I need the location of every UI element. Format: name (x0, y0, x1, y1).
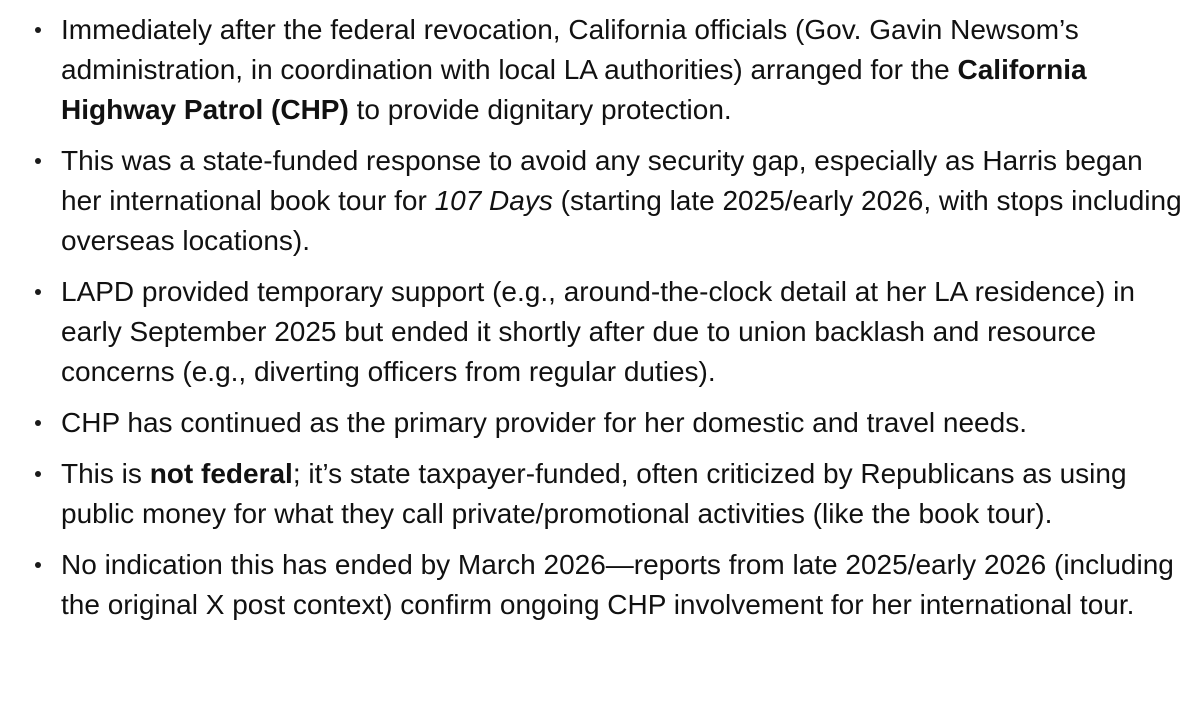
bullet-text: LAPD provided temporary support (e.g., around-the-clock detail at her LA residence) in early September 2025 but ended it shortly after due to union backlash and resource concerns (e.g., diverting officers from regular duties). (61, 276, 1135, 387)
bullet-text-segment: ; it’s state taxpayer-funded, often criticized by Republicans as using public money for what they call private/promotional activities (like the book tour). (61, 458, 1127, 529)
bullet-item (28, 403, 1188, 443)
bullet-text (61, 10, 1188, 130)
bullet-item (28, 141, 1188, 261)
bullet-dot-icon (35, 562, 41, 568)
bullet-item (28, 272, 1188, 392)
bullet-item (28, 545, 1188, 625)
bullet-dot-icon (35, 420, 41, 426)
bullet-text-segment: This is (61, 458, 150, 489)
bullet-item (28, 454, 1188, 534)
bullet-item (28, 10, 1188, 130)
bullet-text-segment: (starting late 2025/early 2026, with stops including overseas locations). (61, 185, 1182, 256)
bullet-dot-icon (35, 158, 41, 164)
bullet-dot-icon (35, 27, 41, 33)
bullet-text-segment: This was a state-funded response to avoid any security gap, especially as Harris began her international book tour for (61, 145, 1143, 216)
bullet-list (28, 10, 1188, 636)
bold-phrase: California Highway Patrol (CHP) (61, 54, 1087, 125)
bullet-text (61, 454, 1188, 534)
bullet-text: CHP has continued as the primary provider for her domestic and travel needs. (61, 407, 1027, 438)
bullet-text-segment: to provide dignitary protection. (348, 94, 732, 125)
bullet-text-segment: Immediately after the federal revocation, California officials (Gov. Gavin Newsom’s administration, in coordination with local LA authorities) arranged for the (61, 14, 1079, 85)
bullet-dot-icon (35, 471, 41, 477)
bullet-dot-icon (35, 289, 41, 295)
bold-phrase: not federal (149, 458, 293, 489)
bullet-text (61, 141, 1188, 261)
bullet-text: No indication this has ended by March 2026—reports from late 2025/early 2026 (including the original X post context) confirm ongoing CHP involvement for her international tour. (61, 549, 1174, 620)
book-title: 107 Days (434, 185, 553, 216)
